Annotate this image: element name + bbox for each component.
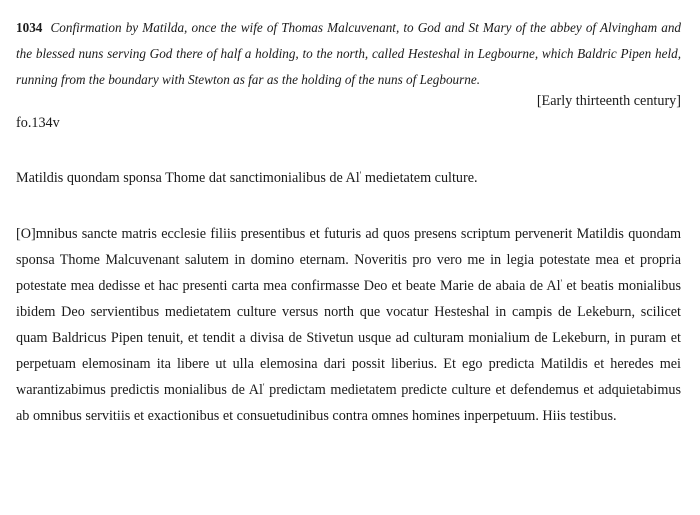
calendar-heading [16, 0, 681, 93]
document-number: 1034 [16, 20, 43, 35]
abbreviation-mark: ' [262, 382, 265, 392]
calendar-summary: Confirmation by Matilda, once the wife of Thomas Malcuvenant, to God and St Mary of the abbey of Alvingham and the blessed nuns serving God there of half a holding, to the north, called Hesteshal in Legbourne, which Baldric Pipen held, running from the boundary with Stewton as far as the holding of the nuns of Legbourne. [16, 20, 682, 87]
charter-text-part-2: et beatis monialibus ibidem Deo servientibus medietatem culture versus north que vocatur Hesteshal in campis de Lekeburn, scilicet quam Baldricus Pipen tenuit, et tendit a divisa de Stivetun usque ad culturam monialium de Lekeburn, in puram et perpetuam elemosinam ita libere ut ulla elemosina dari possit liberius. Et ego predicta Matildis et heredes mei warantizabimus predictis monialibus de Al [16, 278, 681, 398]
abbreviation-mark: ' [359, 170, 362, 180]
charter-text-part-1: [O]mnibus sancte matris ecclesie filiis presentibus et futuris ad quos presens scriptum pervenerit Matildis quondam sponsa Thome Malcuvenant salutem in domino eternam. Noveritis pro vero me in legia potestate mea et propria potestate mea dedisse et hac presenti carta mea confirmasse Deo et beate Marie de abaia de Al [16, 226, 681, 294]
document-date: [Early thirteenth century] [536, 93, 681, 109]
abbreviation-mark: ' [560, 278, 563, 288]
document-page [16, 0, 681, 429]
rubric-text-end: medietatem culture. [361, 170, 478, 186]
folio-reference: fo.134v [16, 115, 60, 131]
charter-text-part-3: predictam medietatem predicte culture et defendemus et adquietabimus ab omnibus servitiis et exactionibus et consuetudinibus contra omnes homines inperpetuum. Hiis testibus. [16, 382, 681, 424]
rubric-text-start: Matildis quondam sponsa Thome dat sanctimonialibus de Al [16, 170, 360, 186]
rubric [16, 168, 681, 188]
charter-text [16, 221, 681, 429]
